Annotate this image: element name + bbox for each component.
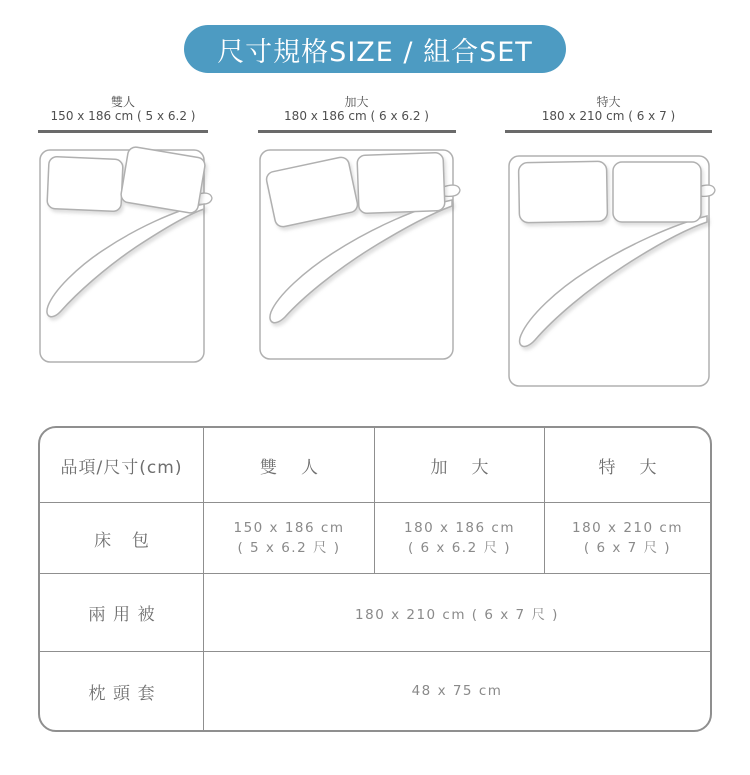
bed-name-label: 特大 [596,95,621,109]
sheet-size-double: 150 x 186 cm ( 5 x 6.2 尺 ) [203,503,374,573]
bed-top-view-illustration [507,148,711,390]
table-row-fitted-sheet [40,502,710,573]
pillowcase-size-all: 48 x 75 cm [203,652,710,730]
table-col-header-double: 雙 人 [203,428,374,502]
divider-line [505,130,712,133]
divider-line [38,130,208,133]
bed-top-view-illustration [258,144,456,363]
bed-name-label: 加大 [344,95,369,109]
bed-column-queen [258,95,456,363]
bed-size-label: 180 x 210 cm ( 6 x 7 ) [541,109,676,123]
table-row-pillowcase [40,651,710,730]
bed-diagrams-section [0,95,750,390]
row-label-cell: 枕頭套 [88,683,163,704]
bed-column-king [505,95,712,390]
bed-size-label: 180 x 186 cm ( 6 x 6.2 ) [284,109,429,123]
quilt-size-all: 180 x 210 cm ( 6 x 7 尺 ) [203,574,710,651]
header-banner [184,25,566,73]
size-spec-table [38,426,712,732]
bed-size-label: 150 x 186 cm ( 5 x 6.2 ) [50,109,196,123]
row-label-cell: 床 包 [94,530,157,551]
size-spec-infographic [0,25,750,732]
bed-top-view-illustration [38,144,208,366]
row-label-cell: 兩用被 [88,605,163,625]
table-corner-header: 品項/尺寸(cm) [60,457,183,478]
bed-name-label: 雙人 [110,95,135,109]
sheet-size-king: 180 x 210 cm ( 6 x 7 尺 ) [544,503,710,573]
table-col-header-queen: 加 大 [374,428,544,502]
table-header-row [40,428,710,502]
bed-column-double [38,95,208,366]
header-title: 尺寸規格SIZE / 組合SET [217,36,533,68]
sheet-size-queen: 180 x 186 cm ( 6 x 6.2 尺 ) [374,503,544,573]
table-col-header-king: 特 大 [544,428,710,502]
table-row-quilt [40,573,710,651]
divider-line [258,130,456,133]
